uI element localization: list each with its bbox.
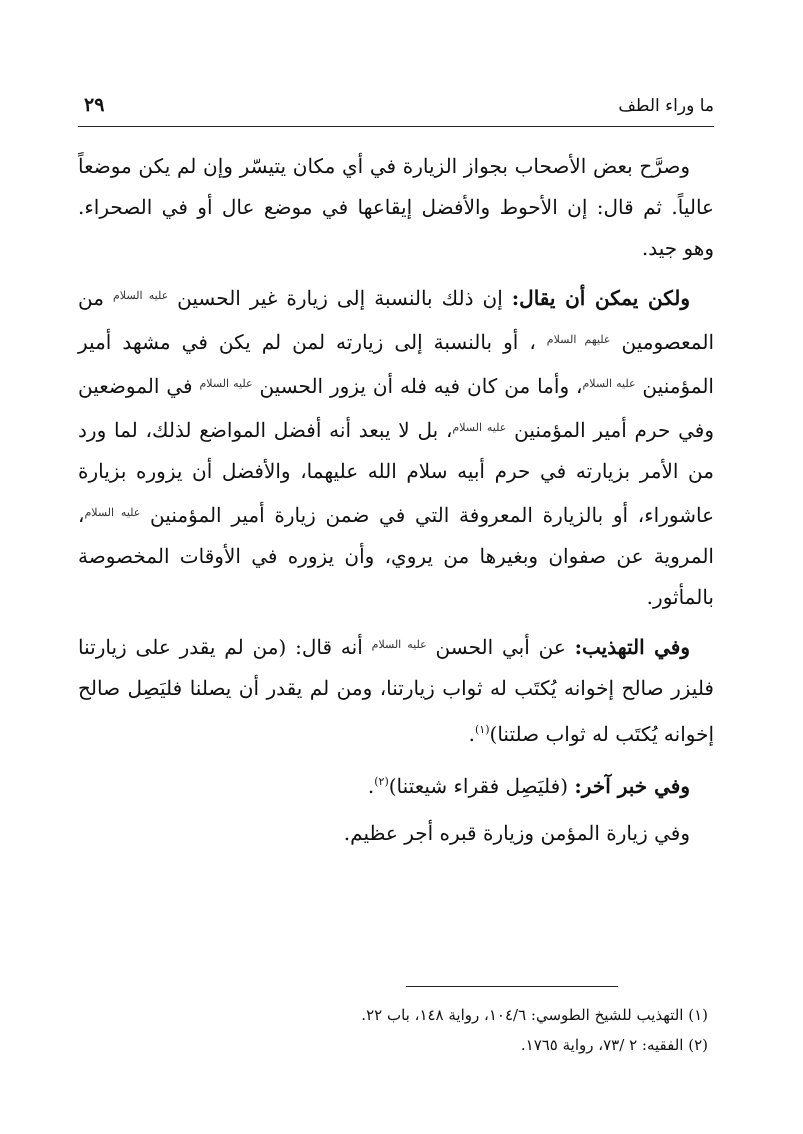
- paragraph-3: [78, 624, 714, 755]
- paragraph-2-lead: ولكن يمكن أن يقال:: [511, 286, 691, 310]
- paragraph-1: وصرَّح بعض الأصحاب بجواز الزيارة في أي مكان يتيسّر وإن لم يكن موضعاً عالياً. ثم قال: إن الأحوط والأفضل إيقاعها في موضع عال أو في الصحراء. وهو جيد.: [78, 154, 714, 260]
- page-header: [78, 96, 714, 126]
- footnote-2: (٢) الفقيه: ٢ /٧٣، رواية ١٧٦٥.: [520, 1036, 708, 1054]
- paragraph-4: [78, 761, 714, 807]
- text-run: ، أو بالنسبة إلى زيارته لمن لم يكن في مشهد أمير المؤمنين: [78, 330, 714, 398]
- honorific-glyph: عليه السلام: [371, 638, 427, 651]
- footnote-ref-2[interactable]: (٢): [374, 775, 389, 788]
- text-run: .: [367, 774, 375, 798]
- text-run: إن ذلك بالنسبة إلى زيارة غير الحسين: [168, 286, 512, 310]
- text-run: ، المروية عن صفوان وبغيرها من يروي، وأن يزوره في الأوقات المخصوصة بالمأثور.: [78, 503, 714, 609]
- text-run: أنه قال: (من لم يقدر على زيارتنا فليزر صالح إخوانه يُكتَب له ثواب زيارتنا، ومن لم يقدر أن يصلنا فليَصِل صالح إخوانه يُكتَب له ثواب صلتنا): [78, 635, 714, 746]
- header-rule: [78, 126, 714, 127]
- paragraph-5: وفي زيارة المؤمن وزيارة قبره أجر عظيم.: [343, 821, 690, 845]
- footnote-1: (١) التهذيب للشيخ الطوسي: ١٠٤/٦، رواية ١٤٨، باب ٢٢.: [361, 1006, 708, 1024]
- text-run: في الموضعين وفي حرم أمير المؤمنين: [78, 374, 714, 442]
- text-run: (فليَصِل فقراء شيعتنا): [388, 774, 575, 798]
- paragraph-4-lead: وفي خبر آخر:: [574, 774, 690, 798]
- honorific-glyph: عليه السلام: [452, 421, 507, 434]
- paragraph-3-lead: وفي التهذيب:: [574, 635, 690, 659]
- footnotes: [78, 1000, 708, 1060]
- footnote-ref-1[interactable]: (١): [475, 723, 490, 736]
- text-run: ، بل لا يبعد أنه أفضل المواضع لذلك، لما ورد من الأمر بزيارته في حرم أبيه سلام الله عليهما، والأفضل أن يزوره بزيارة عاشوراء، أو بالزيارة المعروفة التي في ضمن زيارة أمير المؤمنين: [78, 418, 715, 527]
- honorific-glyph: عليه السلام: [112, 289, 169, 302]
- honorific-glyph: عليه السلام: [84, 506, 141, 519]
- text-run: ، وأما من كان فيه فله أن يزور الحسين: [252, 374, 583, 398]
- running-title: ما وراء الطف: [618, 96, 714, 116]
- paragraph-2: [78, 275, 714, 618]
- text-run: من المعصومين: [78, 286, 714, 354]
- text-run: عن أبي الحسن: [426, 635, 575, 659]
- footnote-rule: [406, 986, 618, 987]
- page-number: ٢٩: [84, 94, 105, 116]
- honorific-glyph: عليه السلام: [199, 377, 253, 390]
- honorific-glyph: عليهم السلام: [546, 333, 611, 346]
- honorific-glyph: عليه السلام: [582, 377, 636, 390]
- main-text: [78, 146, 714, 860]
- text-run: .: [468, 722, 475, 746]
